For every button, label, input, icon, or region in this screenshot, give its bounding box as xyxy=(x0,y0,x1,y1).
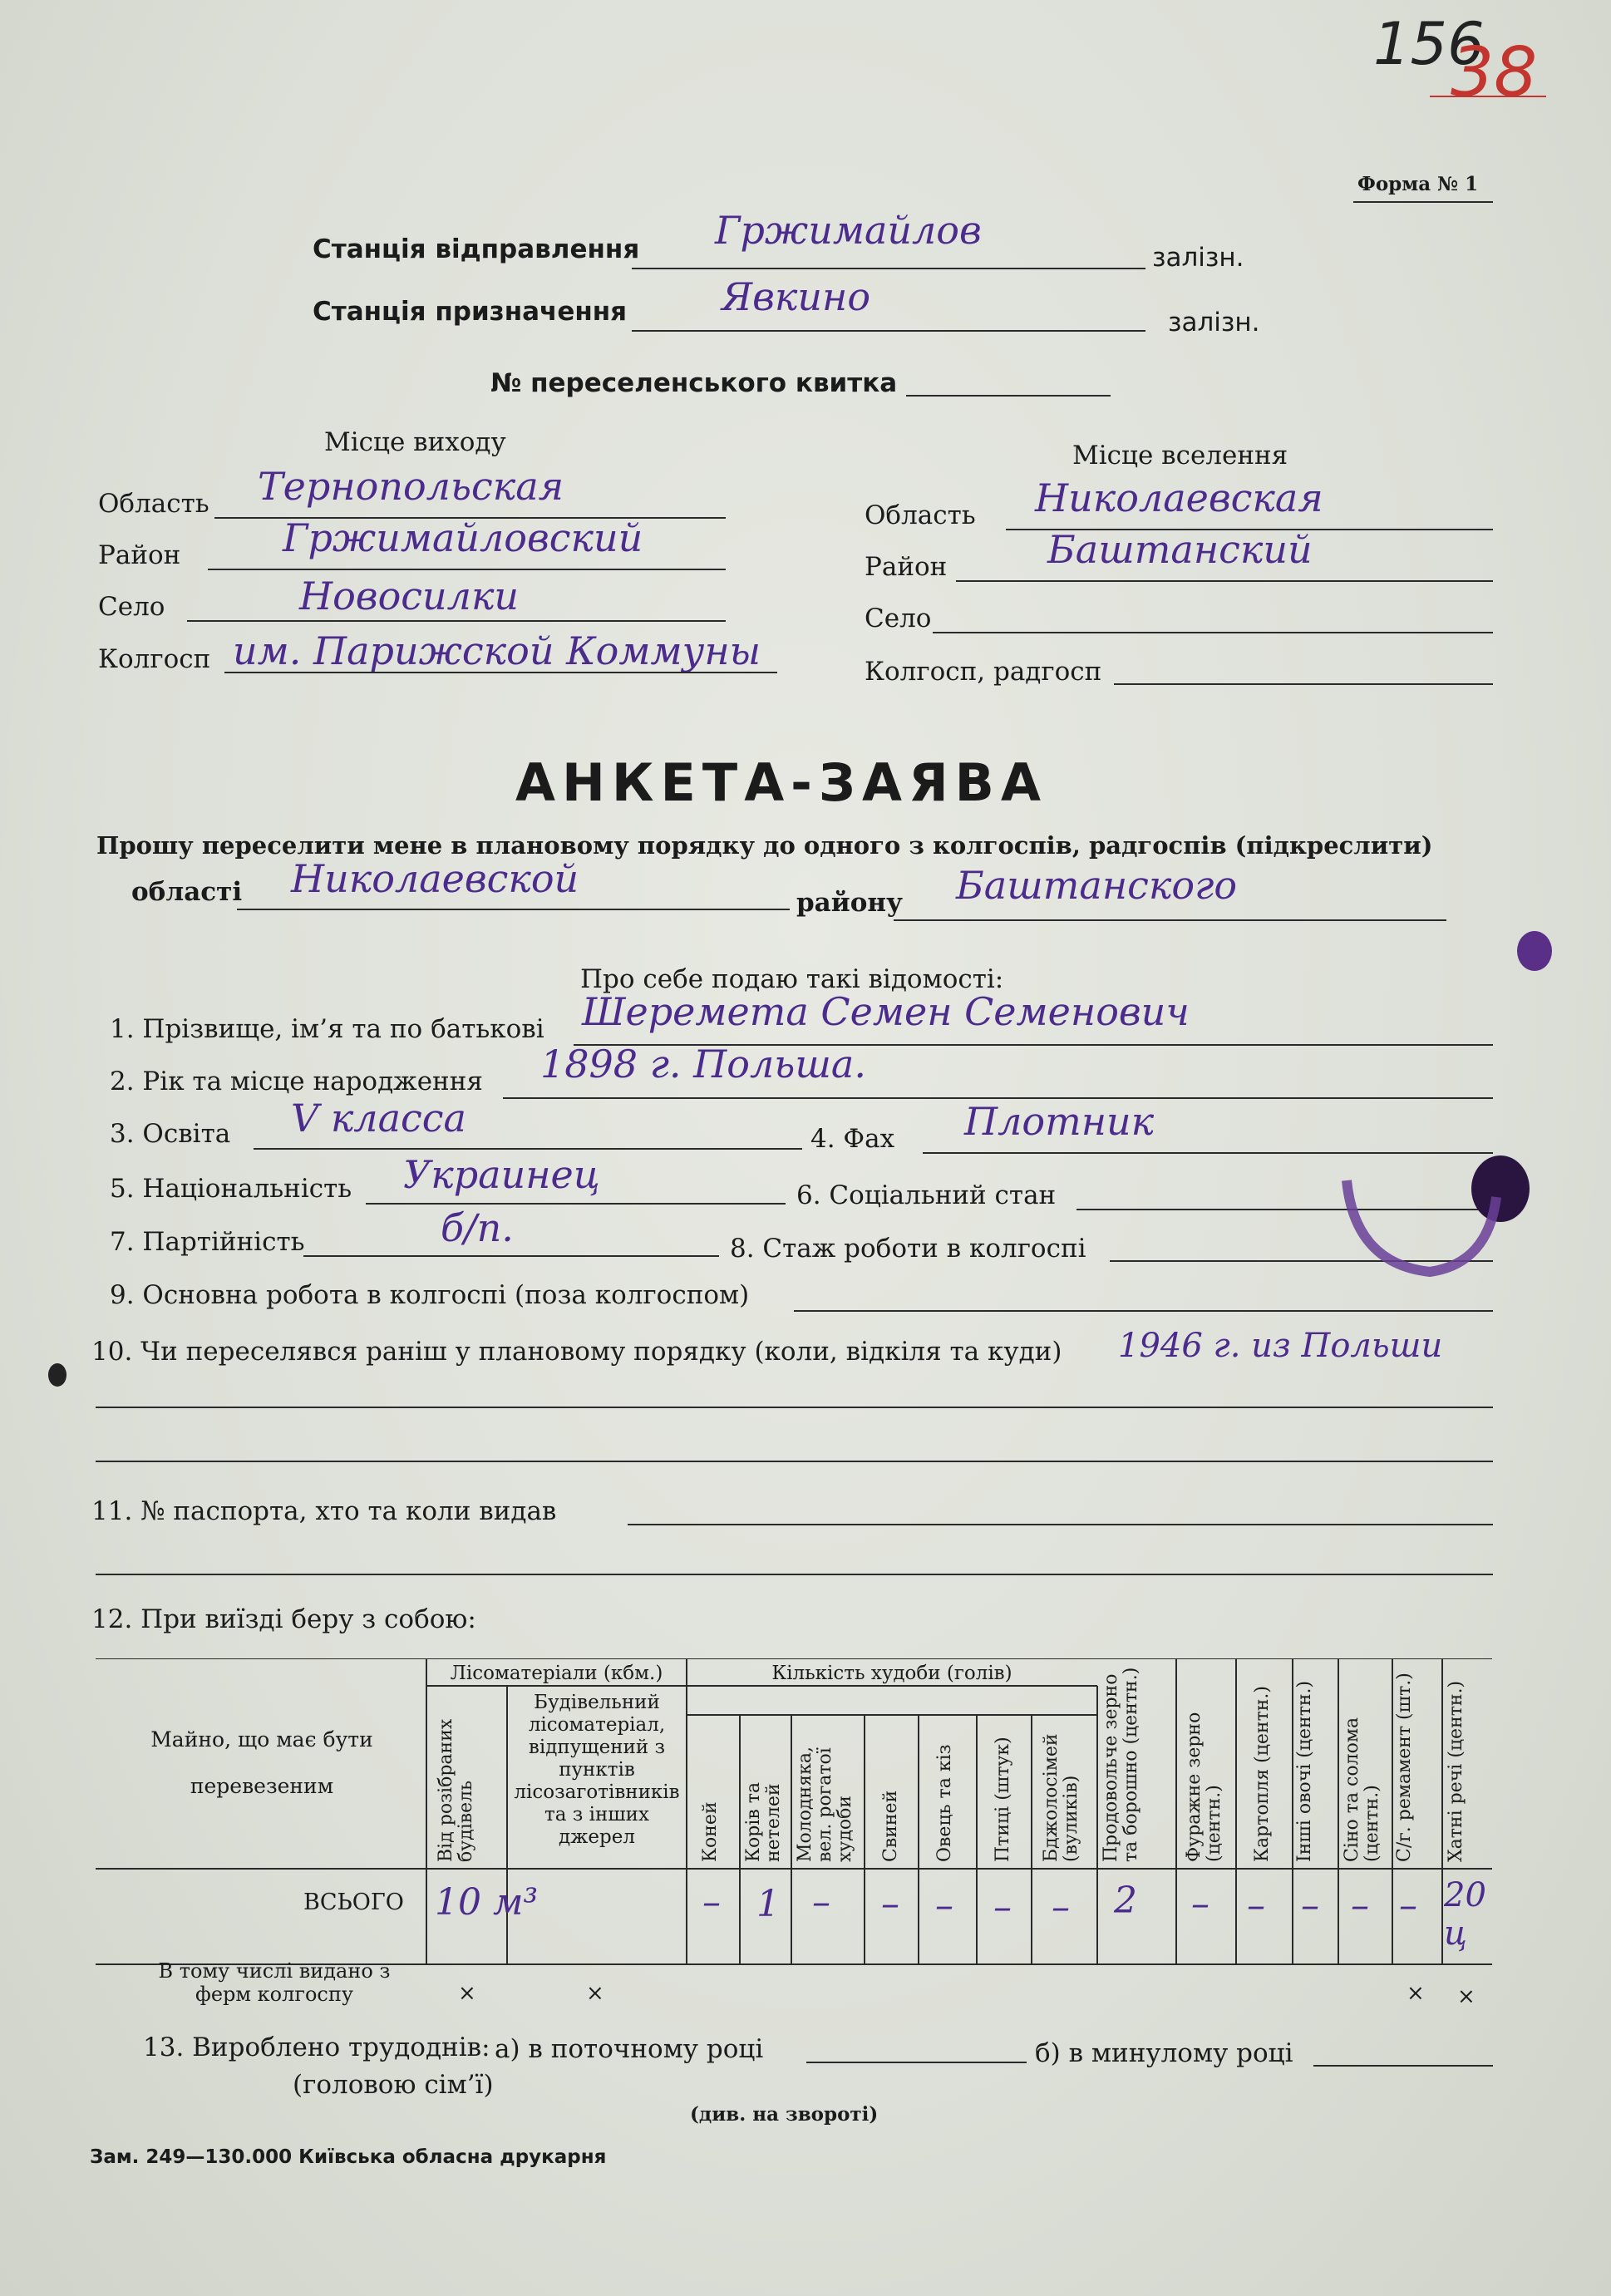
item2-label: 2. Рік та місце народження xyxy=(110,1067,483,1096)
item3-line xyxy=(254,1148,802,1150)
info-heading: Про себе подаю такі відомості: xyxy=(580,964,1004,994)
lumber-group-header: Лісоматеріали (кбм.) xyxy=(450,1663,663,1684)
departure-rail: залізн. xyxy=(1152,243,1244,273)
origin-kolhosp-label: Колгосп xyxy=(98,644,211,674)
item1-value: Шеремета Семен Семенович xyxy=(582,989,1190,1034)
col-fodder-grain: Фуражне зерно (центн.) xyxy=(1184,1712,1224,1862)
belongings-table xyxy=(96,1658,1492,2012)
total-young-cattle: – xyxy=(812,1881,830,1924)
total-farm-tools: – xyxy=(1399,1885,1417,1927)
item11-line1 xyxy=(628,1524,1493,1525)
lumber-col-other: Будівельний лісоматеріал, відпущений з пунктів лісозаготівників та з інших джерел xyxy=(514,1692,680,1848)
origin-raion-value: Гржимайловский xyxy=(283,515,643,560)
item10-line2 xyxy=(96,1461,1493,1462)
origin-selo-value: Новосилки xyxy=(299,574,520,618)
item5-line xyxy=(366,1203,786,1205)
col-horses: Коней xyxy=(700,1801,721,1862)
item11-line2 xyxy=(96,1574,1493,1575)
ticket-label: № переселенського квитка xyxy=(490,368,898,398)
total-hay-straw: – xyxy=(1351,1885,1369,1927)
ink-stroke xyxy=(1330,1164,1530,1288)
workdays-label: 13. Вироблено трудоднів: xyxy=(143,2032,490,2062)
farm-row-label: В тому числі видано з ферм колгоспу xyxy=(158,1959,391,2006)
arrival-value: Явкино xyxy=(722,274,871,319)
item8-label: 8. Стаж роботи в колгоспі xyxy=(730,1234,1086,1264)
item4-value: Плотник xyxy=(964,1099,1155,1144)
item1-label: 1. Прізвище, ім’я та по батькові xyxy=(110,1014,544,1044)
item3-value: V класса xyxy=(291,1096,466,1141)
farm-mark-lumber-other: × xyxy=(586,1981,604,2006)
item7-label: 7. Партійність xyxy=(110,1227,305,1257)
item9-line xyxy=(794,1310,1493,1312)
dest-selo-line xyxy=(933,632,1493,633)
workdays-current-label: а) в поточному році xyxy=(495,2034,764,2064)
item2-value: 1898 г. Польша. xyxy=(540,1042,866,1086)
origin-selo-line xyxy=(187,620,726,622)
origin-heading: Місце виходу xyxy=(324,427,506,457)
col-pigs: Свиней xyxy=(880,1790,901,1862)
total-potatoes: – xyxy=(1247,1885,1265,1927)
arrival-line xyxy=(632,330,1145,332)
lumber-col-dismantled: Від розібраних будівель xyxy=(436,1718,476,1862)
request-oblast-line xyxy=(237,909,790,910)
col-potatoes: Картопля (центн.) xyxy=(1252,1686,1273,1862)
property-header: Майно, що має бути перевезеним xyxy=(150,1727,373,1798)
item5-value: Украинец xyxy=(403,1152,600,1197)
origin-selo-label: Село xyxy=(98,592,165,622)
origin-raion-label: Район xyxy=(98,540,181,570)
dest-raion-value: Баштанский xyxy=(1047,527,1313,572)
farm-mark-farm-tools: × xyxy=(1407,1981,1425,2006)
dest-oblast-label: Область xyxy=(865,500,976,530)
ticket-line xyxy=(906,395,1111,397)
col-food-grain: Продовольче зерно та борошно (центн.) xyxy=(1101,1667,1141,1862)
departure-line xyxy=(632,268,1145,269)
dest-kolhosp-label: Колгосп, радгосп xyxy=(865,657,1102,687)
printer-imprint: Зам. 249—130.000 Київська обласна друкарня xyxy=(90,2146,607,2168)
origin-kolhosp-line xyxy=(224,672,777,673)
ink-blot xyxy=(1517,931,1552,971)
departure-value: Гржимайлов xyxy=(715,208,982,253)
col-young-cattle: Молодняка, вел. рогатої худоби xyxy=(795,1747,855,1862)
archive-number-red: 38 xyxy=(1451,33,1538,112)
total-fodder-grain: – xyxy=(1191,1883,1209,1925)
request-raion-line xyxy=(894,919,1446,921)
item12-label: 12. При виїзді беру з собою: xyxy=(91,1604,476,1634)
col-vegetables: Інші овочі (центн.) xyxy=(1294,1680,1315,1862)
origin-oblast-value: Тернопольская xyxy=(258,464,564,509)
total-food-grain: 2 xyxy=(1114,1880,1137,1922)
item10-value: 1946 г. из Польши xyxy=(1118,1327,1443,1365)
item10-line1 xyxy=(96,1407,1493,1408)
item4-line xyxy=(923,1152,1493,1154)
item10-label: 10. Чи переселявся раніш у плановому порядку (коли, відкіля та куди) xyxy=(91,1337,1062,1367)
workdays-previous-line xyxy=(1313,2065,1493,2067)
item4-label: 4. Фах xyxy=(810,1124,895,1154)
origin-raion-line xyxy=(208,569,726,570)
form-number: Форма № 1 xyxy=(1357,173,1479,195)
item5-label: 5. Національність xyxy=(110,1174,352,1204)
item6-label: 6. Соціальний стан xyxy=(796,1180,1057,1210)
dest-raion-line xyxy=(956,580,1493,582)
dest-kolhosp-line xyxy=(1114,683,1493,685)
farm-mark-lumber-dismantled: × xyxy=(458,1981,476,2006)
col-sheep-goats: Овець та кіз xyxy=(934,1744,955,1862)
ink-dot-left xyxy=(48,1363,67,1387)
total-beehives: – xyxy=(1052,1886,1070,1929)
dest-raion-label: Район xyxy=(865,552,948,582)
total-vegetables: – xyxy=(1301,1885,1319,1927)
page-title: АНКЕТА-ЗАЯВА xyxy=(515,752,1047,813)
dest-heading: Місце вселення xyxy=(1072,441,1288,471)
request-text: Прошу переселити мене в плановому порядку до одного з колгоспів, радгоспів (підкреслити) xyxy=(96,831,1433,860)
form-number-underline xyxy=(1353,201,1493,203)
total-horses: – xyxy=(702,1881,721,1924)
reverse-note: (див. на звороті) xyxy=(690,2103,879,2126)
request-raion-label: району xyxy=(796,888,903,918)
dest-selo-label: Село xyxy=(865,604,932,633)
arrival-rail: залізн. xyxy=(1168,308,1260,338)
col-farm-tools: С/г. ремамент (шт.) xyxy=(1394,1673,1415,1862)
col-household-goods: Хатні речі (центн.) xyxy=(1446,1680,1466,1862)
farm-mark-household: × xyxy=(1457,1984,1476,2009)
total-row-label: ВСЬОГО xyxy=(303,1890,404,1915)
departure-label: Станція відправлення xyxy=(313,234,640,264)
arrival-label: Станція призначення xyxy=(313,297,628,327)
total-pigs: – xyxy=(881,1883,899,1925)
total-poultry: – xyxy=(993,1886,1012,1929)
workdays-previous-label: б) в минулому році xyxy=(1035,2038,1293,2068)
request-oblast-label: області xyxy=(131,877,243,907)
archive-underline xyxy=(1430,96,1546,97)
workdays-current-line xyxy=(806,2062,1027,2063)
origin-oblast-label: Область xyxy=(98,489,209,519)
dest-oblast-value: Николаевская xyxy=(1035,475,1323,520)
archive-number: 156 xyxy=(1373,10,1485,78)
item11-label: 11. № паспорта, хто та коли видав xyxy=(91,1496,557,1526)
item3-label: 3. Освіта xyxy=(110,1119,231,1149)
item9-label: 9. Основна робота в колгоспі (поза колгоспом) xyxy=(110,1280,750,1310)
col-beehives: Бджолосімей (вуликів) xyxy=(1041,1733,1081,1862)
request-oblast-value: Николаевской xyxy=(291,856,579,901)
livestock-group-header: Кількість худоби (голів) xyxy=(771,1663,1012,1684)
total-cows: 1 xyxy=(756,1883,780,1925)
origin-kolhosp-value: им. Парижской Коммуны xyxy=(233,628,761,673)
total-household-goods: 20 ц xyxy=(1444,1876,1486,1953)
item7-value: б/п. xyxy=(441,1205,514,1250)
request-raion-value: Баштанского xyxy=(956,863,1238,908)
workdays-sub: (головою сім’ї) xyxy=(293,2070,494,2100)
col-poultry: Птиці (штук) xyxy=(993,1737,1013,1862)
col-hay-straw: Сіно та солома (центн.) xyxy=(1342,1717,1382,1862)
total-lumber-dismantled: 10 м³ xyxy=(435,1881,539,1924)
total-sheep-goats: – xyxy=(935,1885,953,1927)
col-cows: Корів та нетелей xyxy=(743,1781,784,1862)
item7-line xyxy=(303,1255,719,1257)
